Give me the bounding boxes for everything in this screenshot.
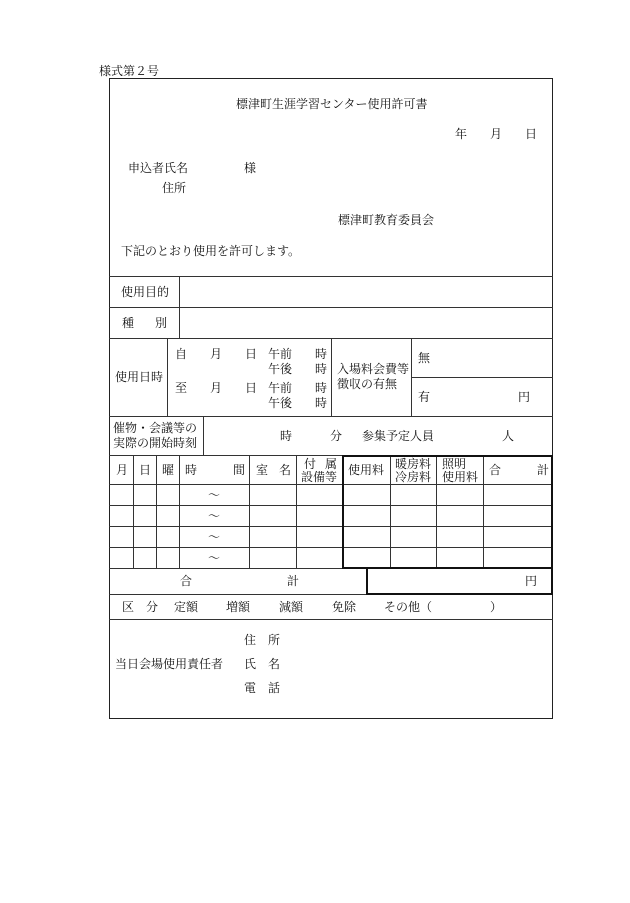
col-equip-header-b: 属 — [325, 457, 338, 471]
start-time-label-line1: 催物・会議等の — [113, 421, 198, 435]
to-pm-hour: 時 — [315, 396, 328, 410]
issuer-name: 標津町教育委員会 — [338, 213, 435, 227]
start-minute-label: 分 — [330, 429, 343, 443]
rule-datetime-label — [167, 338, 168, 416]
responsible-phone-a: 電 — [244, 681, 257, 695]
col-day-header: 日 — [139, 463, 152, 477]
from-pm-label: 午後 — [268, 362, 293, 376]
row2-range-sep: ～ — [208, 509, 221, 523]
applicant-address-label: 住所 — [162, 181, 187, 195]
applicant-honorific: 様 — [244, 161, 257, 175]
kind-label-b: 別 — [155, 316, 168, 330]
date-month-label: 月 — [490, 127, 503, 141]
to-am-label: 午前 — [268, 381, 293, 395]
purpose-label: 使用目的 — [121, 285, 170, 299]
category-fixed: 定額 — [174, 600, 199, 614]
usage-datetime-label: 使用日時 — [115, 370, 164, 384]
responsible-address-a: 住 — [244, 633, 257, 647]
row3-range-sep: ～ — [208, 530, 221, 544]
row4-range-sep: ～ — [208, 551, 221, 565]
col-month-header: 月 — [116, 463, 129, 477]
page-title: 標津町生涯学習センター使用許可書 — [236, 97, 428, 111]
date-year-label: 年 — [455, 127, 468, 141]
form-number: 様式第２号 — [99, 64, 160, 78]
rule-col-weekday — [179, 455, 180, 568]
col-equip-header-a: 付 — [304, 457, 317, 471]
col-time-header-b: 間 — [233, 463, 246, 477]
rule-datetime-bottom — [109, 416, 553, 417]
rule-col-time — [249, 455, 250, 568]
col-hvac-header-line1: 暖房料 — [395, 457, 432, 471]
row1-range-sep: ～ — [208, 488, 221, 502]
from-am-hour: 時 — [315, 347, 328, 361]
rule-header-bottom — [109, 276, 553, 277]
to-am-hour: 時 — [315, 381, 328, 395]
rule-admission-mid — [411, 377, 553, 378]
from-am-label: 午前 — [268, 347, 293, 361]
permission-text: 下記のとおり使用を許可します。 — [121, 244, 301, 258]
col-total-header-a: 合 — [489, 463, 502, 477]
responsible-address-b: 所 — [268, 633, 281, 647]
rule-start-label — [203, 416, 204, 455]
rule-col-day — [156, 455, 157, 568]
admission-none: 無 — [418, 351, 431, 365]
responsible-phone-b: 話 — [268, 681, 281, 695]
from-day-label: 日 — [245, 347, 258, 361]
rule-admission-mid-v — [411, 338, 412, 416]
admission-yes: 有 — [418, 390, 431, 404]
col-total-header-b: 計 — [537, 463, 550, 477]
col-room-header-a: 室 — [256, 463, 269, 477]
rule-col-room — [296, 455, 297, 568]
col-light-header-line1: 照明 — [442, 457, 467, 471]
category-decrease: 減額 — [279, 600, 304, 614]
admission-label-line1: 入場料会費等 — [337, 362, 410, 376]
col-usage-fee-header: 使用料 — [348, 463, 385, 477]
kind-label-a: 種 — [122, 316, 135, 330]
to-pm-label: 午後 — [268, 396, 293, 410]
col-time-header-a: 時 — [185, 463, 198, 477]
responsible-name-b: 名 — [268, 657, 281, 671]
col-equip-header-line2: 設備等 — [301, 470, 338, 484]
rule-label-col — [179, 276, 180, 338]
attendance-unit: 人 — [502, 429, 515, 443]
category-label-a: 区 — [122, 600, 135, 614]
grand-total-label-b: 計 — [287, 574, 300, 588]
category-exempt: 免除 — [332, 600, 357, 614]
rule-datetime-right — [331, 338, 332, 416]
col-hvac-header-line2: 冷房料 — [395, 470, 432, 484]
col-room-header-b: 名 — [279, 463, 292, 477]
start-hour-label: 時 — [280, 429, 293, 443]
applicant-name-label: 申込者氏名 — [128, 161, 189, 175]
category-label-b: 分 — [146, 600, 159, 614]
attendance-label: 参集予定人員 — [362, 429, 435, 443]
to-label: 至 — [175, 381, 188, 395]
from-label: 自 — [175, 347, 188, 361]
category-other: その他（ — [384, 600, 433, 614]
col-light-header-line2: 使用料 — [442, 470, 479, 484]
start-time-label-line2: 実際の開始時刻 — [113, 436, 198, 450]
date-day-label: 日 — [525, 127, 538, 141]
from-pm-hour: 時 — [315, 362, 328, 376]
from-month-label: 月 — [210, 347, 223, 361]
admission-label-line2: 徴収の有無 — [337, 377, 398, 391]
category-increase: 増額 — [226, 600, 251, 614]
col-weekday-header: 曜 — [162, 463, 175, 477]
category-close-paren: ） — [490, 600, 503, 614]
rule-col-month — [133, 455, 134, 568]
admission-yen: 円 — [518, 390, 531, 404]
to-day-label: 日 — [245, 381, 258, 395]
grand-total-label-a: 合 — [180, 574, 193, 588]
responsible-name-a: 氏 — [244, 657, 257, 671]
rule-purpose-bottom — [109, 307, 553, 308]
rule-category-bottom — [109, 619, 553, 620]
grand-total-yen: 円 — [525, 574, 538, 588]
responsible-label: 当日会場使用責任者 — [115, 657, 224, 671]
to-month-label: 月 — [210, 381, 223, 395]
